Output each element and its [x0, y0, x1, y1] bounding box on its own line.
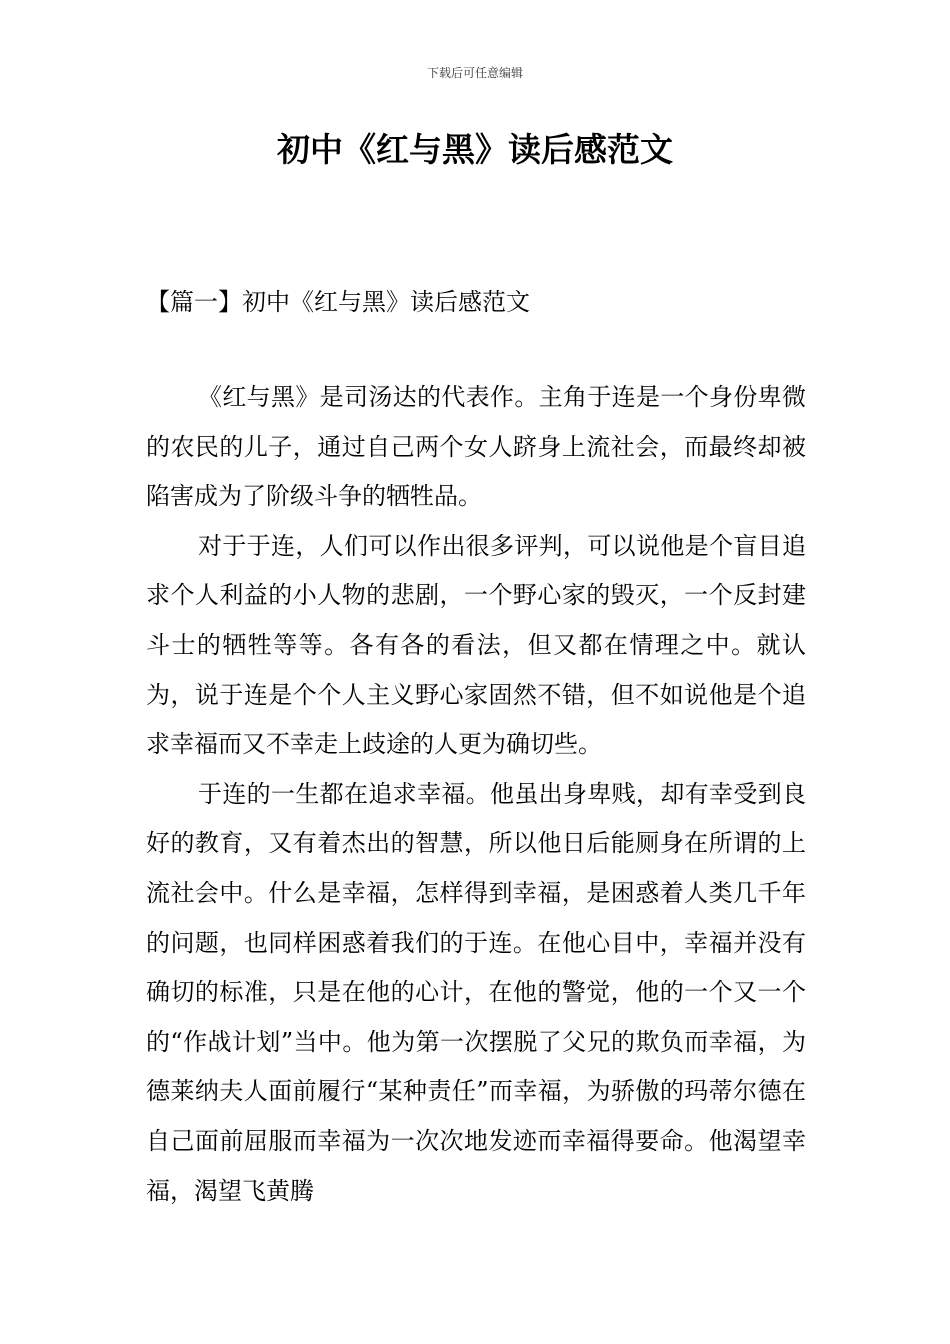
- section-heading: 【篇一】初中《红与黑》读后感范文: [146, 288, 530, 316]
- document-title: 初中《红与黑》读后感范文: [277, 130, 673, 169]
- paragraph-3: 于连的一生都在追求幸福。他虽出身卑贱，却有幸受到良好的教育，又有着杰出的智慧，所以他日后能厕身在所谓的上流社会中。什么是幸福，怎样得到幸福，是困惑着人类几千年的问题，也同样困惑着我们的于连。在他心目中，幸福并没有确切的标准，只是在他的心计，在他的警觉，他的一个又一个的“作战计划”当中。他为第一次摆脱了父兄的欺负而幸福，为德莱纳夫人面前履行“某种责任”而幸福，为骄傲的玛蒂尔德在自己面前屈服而幸福为一次次地发迹而幸福得要命。他渴望幸福，渴望飞黄腾: [146, 779, 806, 1205]
- body-text: [146, 373, 806, 1216]
- header-note: 下载后可任意编辑: [426, 66, 523, 80]
- paragraph-2: 对于于连，人们可以作出很多评判，可以说他是个盲目追求个人利益的小人物的悲剧，一个野心家的毁灭，一个反封建斗士的牺牲等等。各有各的看法，但又都在情理之中。就认为，说于连是个个人主义野心家固然不错，但不如说他是个追求幸福而又不幸走上歧途的人更为确切些。: [146, 531, 806, 759]
- paragraph-1: 《红与黑》是司汤达的代表作。主角于连是一个身份卑微的农民的儿子，通过自己两个女人跻身上流社会，而最终却被陷害成为了阶级斗争的牺牲品。: [146, 383, 806, 511]
